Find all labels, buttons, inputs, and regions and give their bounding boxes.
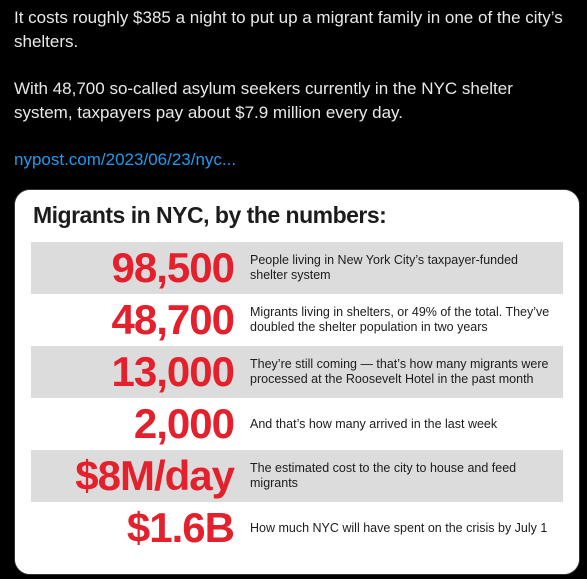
stat-description: The estimated cost to the city to house and feed migrants bbox=[250, 461, 517, 490]
stat-row bbox=[31, 294, 563, 346]
stat-number: 13,000 bbox=[111, 348, 234, 395]
stat-description: People living in New York City’s taxpayer-funded shelter system bbox=[250, 253, 518, 282]
tweet-paragraph-1: It costs roughly $385 a night to put up a migrant family in one of the city’s shelters. bbox=[14, 8, 563, 51]
tweet-text bbox=[14, 6, 574, 172]
tweet-link-line bbox=[14, 148, 574, 172]
stats-list bbox=[31, 242, 563, 554]
stat-number: 2,000 bbox=[133, 400, 234, 447]
stat-description: Migrants living in shelters, or 49% of the total. They’ve doubled the shelter population in two years bbox=[250, 305, 550, 334]
stat-number: 98,500 bbox=[111, 244, 234, 291]
infographic-title: Migrants in NYC, by the numbers: bbox=[33, 202, 387, 228]
stat-row bbox=[31, 450, 563, 502]
article-link[interactable]: nypost.com/2023/06/23/nyc... bbox=[14, 150, 237, 169]
stat-description: How much NYC will have spent on the crisis by July 1 bbox=[250, 520, 548, 535]
stat-number: $8M/day bbox=[75, 452, 234, 499]
stat-number: $1.6B bbox=[126, 504, 234, 551]
stat-row bbox=[31, 242, 563, 294]
stat-description: And that’s how many arrived in the last week bbox=[250, 416, 498, 431]
stat-description: They’re still coming — that’s how many migrants were processed at the Roosevelt Hotel in the past month bbox=[250, 357, 549, 386]
stat-row bbox=[31, 346, 563, 398]
media-card[interactable] bbox=[14, 189, 580, 575]
stat-number: 48,700 bbox=[111, 296, 234, 343]
stat-row bbox=[31, 398, 563, 450]
stat-row bbox=[31, 502, 563, 554]
infographic-image bbox=[15, 190, 579, 574]
tweet-paragraph-2: With 48,700 so-called asylum seekers currently in the NYC shelter system, taxpayers pay about $7.9 million every day. bbox=[14, 79, 513, 122]
